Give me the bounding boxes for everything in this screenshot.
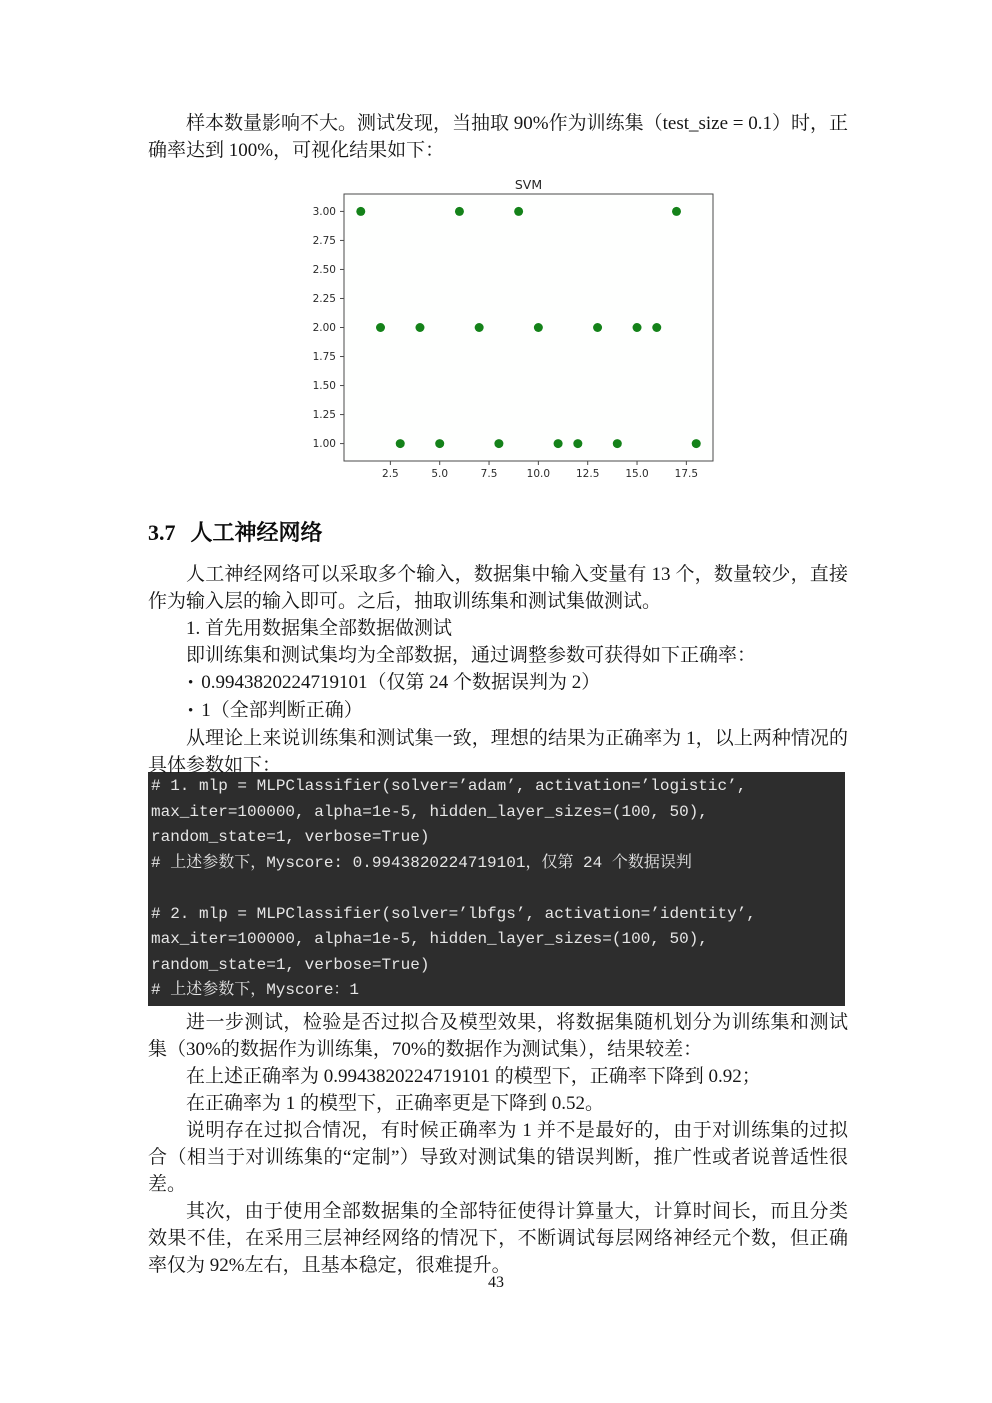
data-point <box>692 439 701 448</box>
code-line: random_state=1, verbose=True) <box>151 955 430 974</box>
y-tick-label: 1.25 <box>312 409 336 422</box>
y-tick-label: 3.00 <box>312 205 336 218</box>
code-line: # 上述参数下，Myscore：1 <box>151 981 360 999</box>
bullet-item <box>148 697 848 725</box>
paragraph: 即训练集和测试集均为全部数据，通过调整参数可获得如下正确率： <box>186 645 757 666</box>
y-tick-label: 1.50 <box>312 380 336 393</box>
post-code-section <box>148 1009 848 1279</box>
x-tick-label: 15.0 <box>625 468 649 480</box>
y-tick-label: 2.75 <box>312 234 336 247</box>
data-point <box>593 323 602 332</box>
data-point <box>455 207 464 216</box>
y-tick-label: 1.00 <box>312 438 336 451</box>
x-tick-label: 7.5 <box>480 468 498 480</box>
y-tick-label: 2.00 <box>312 322 336 334</box>
data-point <box>415 323 424 332</box>
x-tick-label: 5.0 <box>431 468 449 480</box>
paragraph: 从理论上来说训练集和测试集一致，理想的结果为正确率为 1，以上两种情况的具体参数如下： <box>148 728 848 776</box>
svm-scatter-chart <box>300 180 725 480</box>
paragraph: 在正确率为 1 的模型下，正确率更是下降到 0.52。 <box>186 1092 605 1114</box>
code-line: # 2. mlp = MLPClassifier(solver=’lbfgs’, activation=’identity’, <box>151 904 756 923</box>
paragraph: 在上述正确率为 0.9943820224719101 的模型下，正确率下降到 0.92； <box>186 1065 761 1087</box>
data-point <box>573 439 582 448</box>
section-title: 人工神经网络 <box>190 520 323 545</box>
paragraph: 进一步测试，检验是否过拟合及模型效果，将数据集随机划分为训练集和测试集（30%的数据作为训练集，70%的数据作为测试集），结果较差： <box>148 1011 848 1060</box>
data-point <box>554 439 563 448</box>
data-point <box>613 439 622 448</box>
data-point <box>435 439 444 448</box>
section-number: 3.7 <box>148 520 176 545</box>
page-number: 43 <box>488 1274 504 1291</box>
chart-container <box>148 180 848 480</box>
bullet-icon: • <box>188 703 194 719</box>
section-heading <box>148 518 848 548</box>
bullet-text: 1（全部判断正确） <box>201 700 363 721</box>
code-line: max_iter=100000, alpha=1e-5, hidden_layer_sizes=(100, 50), <box>151 930 708 948</box>
bullet-text: 0.9943820224719101（仅第 24 个数据误判为 2） <box>201 672 601 693</box>
intro-paragraph: 样本数量影响不大。测试发现，当抽取 90%作为训练集（test_size = 0.1）时，正确率达到 100%，可视化结果如下： <box>148 113 848 161</box>
data-point <box>672 207 681 216</box>
data-point <box>356 207 365 216</box>
x-tick-label: 10.0 <box>526 468 551 480</box>
data-point <box>633 323 642 332</box>
data-point <box>514 207 523 216</box>
chart-title: SVM <box>514 180 543 192</box>
bullet-icon: • <box>188 675 194 691</box>
paragraph: 说明存在过拟合情况，有时候正确率为 1 并不是最好的，由于对训练集的过拟合（相当于对训练集的“定制”）导致对测试集的错误判断，推广性或者说普适性很差。 <box>148 1119 848 1195</box>
list-item: 1. 首先用数据集全部数据做测试 <box>186 618 453 639</box>
code-line: random_state=1, verbose=True) <box>151 828 430 846</box>
bullet-item <box>148 669 848 697</box>
data-point <box>534 323 543 332</box>
x-tick-label: 2.5 <box>382 468 399 480</box>
data-point <box>376 323 385 332</box>
code-line <box>151 876 845 902</box>
x-tick-label: 17.5 <box>674 468 699 480</box>
x-tick-label: 12.5 <box>576 468 600 480</box>
data-point <box>396 439 405 448</box>
data-point <box>652 323 661 332</box>
y-tick-label: 2.25 <box>312 292 336 305</box>
data-point <box>494 439 503 448</box>
data-point <box>475 323 484 332</box>
code-block <box>148 772 845 1006</box>
code-line: max_iter=100000, alpha=1e-5, hidden_layer_sizes=(100, 50), <box>151 802 708 821</box>
code-line: # 1. mlp = MLPClassifier(solver=’adam’, activation=’logistic’, <box>151 777 747 795</box>
y-tick-label: 2.50 <box>312 263 336 276</box>
paragraph: 其次，由于使用全部数据集的全部特征使得计算量大，计算时间长，而且分类效果不佳，在采用三层神经网络的情况下，不断调试每层网络神经元个数，但正确率仅为 92%左右，且基本稳定，很难提升。 <box>148 1200 848 1276</box>
paragraph: 人工神经网络可以采取多个输入，数据集中输入变量有 13 个，数量较少，直接作为输入层的输入即可。之后，抽取训练集和测试集做测试。 <box>148 564 848 612</box>
y-tick-label: 1.75 <box>312 351 336 364</box>
code-line: # 上述参数下，Myscore: 0.9943820224719101，仅第 24 个数据误判 <box>151 853 692 872</box>
